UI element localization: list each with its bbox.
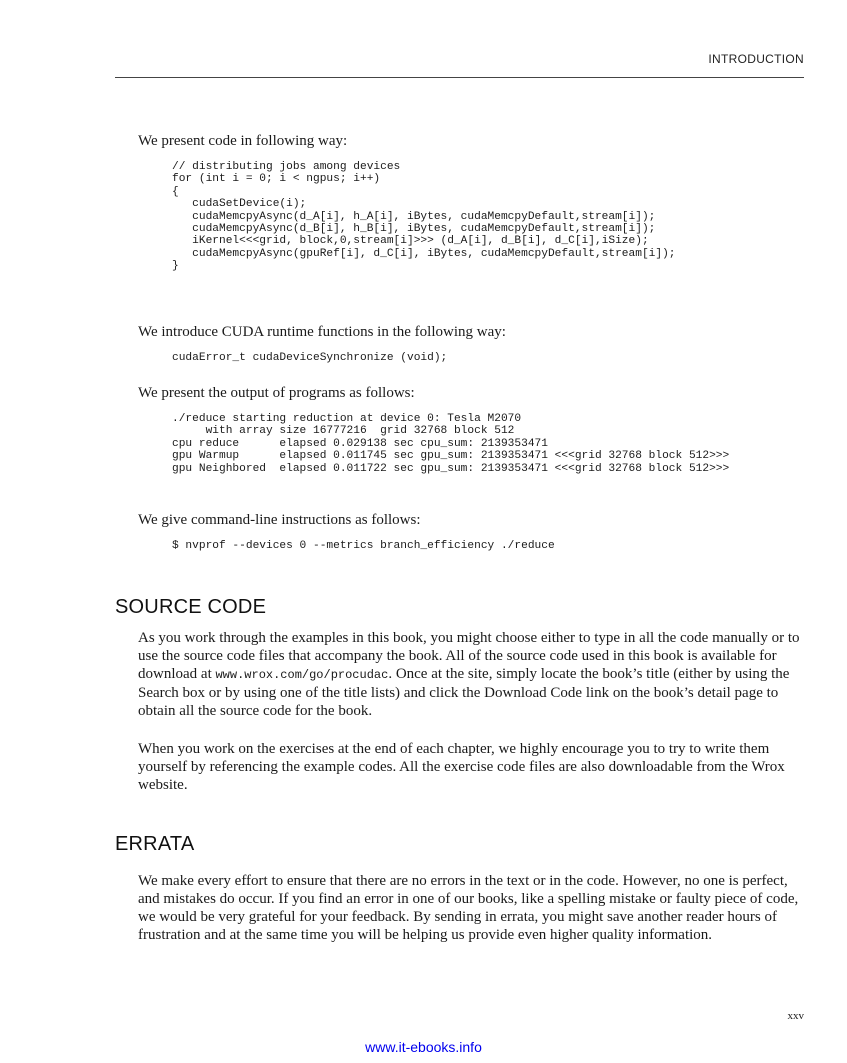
code-intro-text: We present code in following way: bbox=[138, 133, 348, 149]
footer-link[interactable]: www.it-ebooks.info bbox=[365, 1039, 482, 1055]
program-output-block: ./reduce starting reduction at device 0: Tesla M2070 with array size 16777216 grid 32768 block 512 cpu reduce elapsed 0.029138 sec cpu_sum: 2139353471 gpu Warmup elapsed 0.011745 sec gpu_sum: 2139353471 <<<grid 32768 block 512>>> gpu Neighbored elapsed 0.011722 sec gpu_sum: 2139353471 <<<grid 32768 block 512>>> bbox=[172, 413, 730, 475]
command-line-block: $ nvprof --devices 0 --metrics branch_efficiency ./reduce bbox=[172, 540, 555, 552]
errata-paragraph: We make every effort to ensure that there are no errors in the text or in the code. However, no one is perfect, and mistakes do occur. If you find an error in one of our books, like a spelling mistake or faulty piece of code, we would be very grateful for your feedback. By sending in errata, you might save another reader hours of frustration and at the same time you will be helping us provide even higher quality information. bbox=[138, 873, 799, 943]
runtime-function-block: cudaError_t cudaDeviceSynchronize (void); bbox=[172, 352, 448, 364]
source-code-heading: SOURCE CODE bbox=[115, 596, 267, 618]
cmd-intro-text: We give command-line instructions as follows: bbox=[138, 512, 421, 528]
download-url: www.wrox.com/go/procudac bbox=[215, 668, 389, 682]
source-code-paragraph-1 bbox=[138, 629, 810, 720]
code-sample-block: // distributing jobs among devices for (int i = 0; i < ngpus; i++) { cudaSetDevice(i); cudaMemcpyAsync(d_A[i], h_A[i], iBytes, cudaMemcpyDefault,stream[i]); cudaMemcpyAsync(d_B[i], h_B[i], iBytes, cudaMemcpyDefault,stream[i]); iKernel<<<grid, block,0,stream[i]>>> (d_A[i], d_B[i], d_C[i],iSize); cudaMemcpyAsync(gpuRef[i], d_C[i], iBytes, cudaMemcpyDefault,stream[i]); } bbox=[172, 161, 676, 273]
running-header: INTRODUCTION bbox=[708, 52, 804, 66]
source-code-paragraph-1-start: As you work through the examples in this book, you might choose either to type in all the code manually or to use the source code files that accompany the book. All of the source code used in this book is available for download at bbox=[138, 630, 800, 682]
output-intro-text: We present the output of programs as follows: bbox=[138, 385, 415, 401]
page-number: xxv bbox=[787, 1010, 804, 1022]
source-code-paragraph-2: When you work on the exercises at the end of each chapter, we highly encourage you to try to write them yourself by referencing the example codes. All the exercise code files are also downloadable from the Wrox website. bbox=[138, 741, 785, 793]
source-code-paragraph-1-end: . Once at the site, simply locate the book’s title (either by using the Search box or by using one of the title lists) and click the Download Code link on the book’s detail page to obtain all the source code for the book. bbox=[138, 666, 790, 719]
errata-heading: ERRATA bbox=[115, 833, 195, 855]
header-rule bbox=[115, 77, 804, 78]
runtime-intro-text: We introduce CUDA runtime functions in the following way: bbox=[138, 324, 506, 340]
